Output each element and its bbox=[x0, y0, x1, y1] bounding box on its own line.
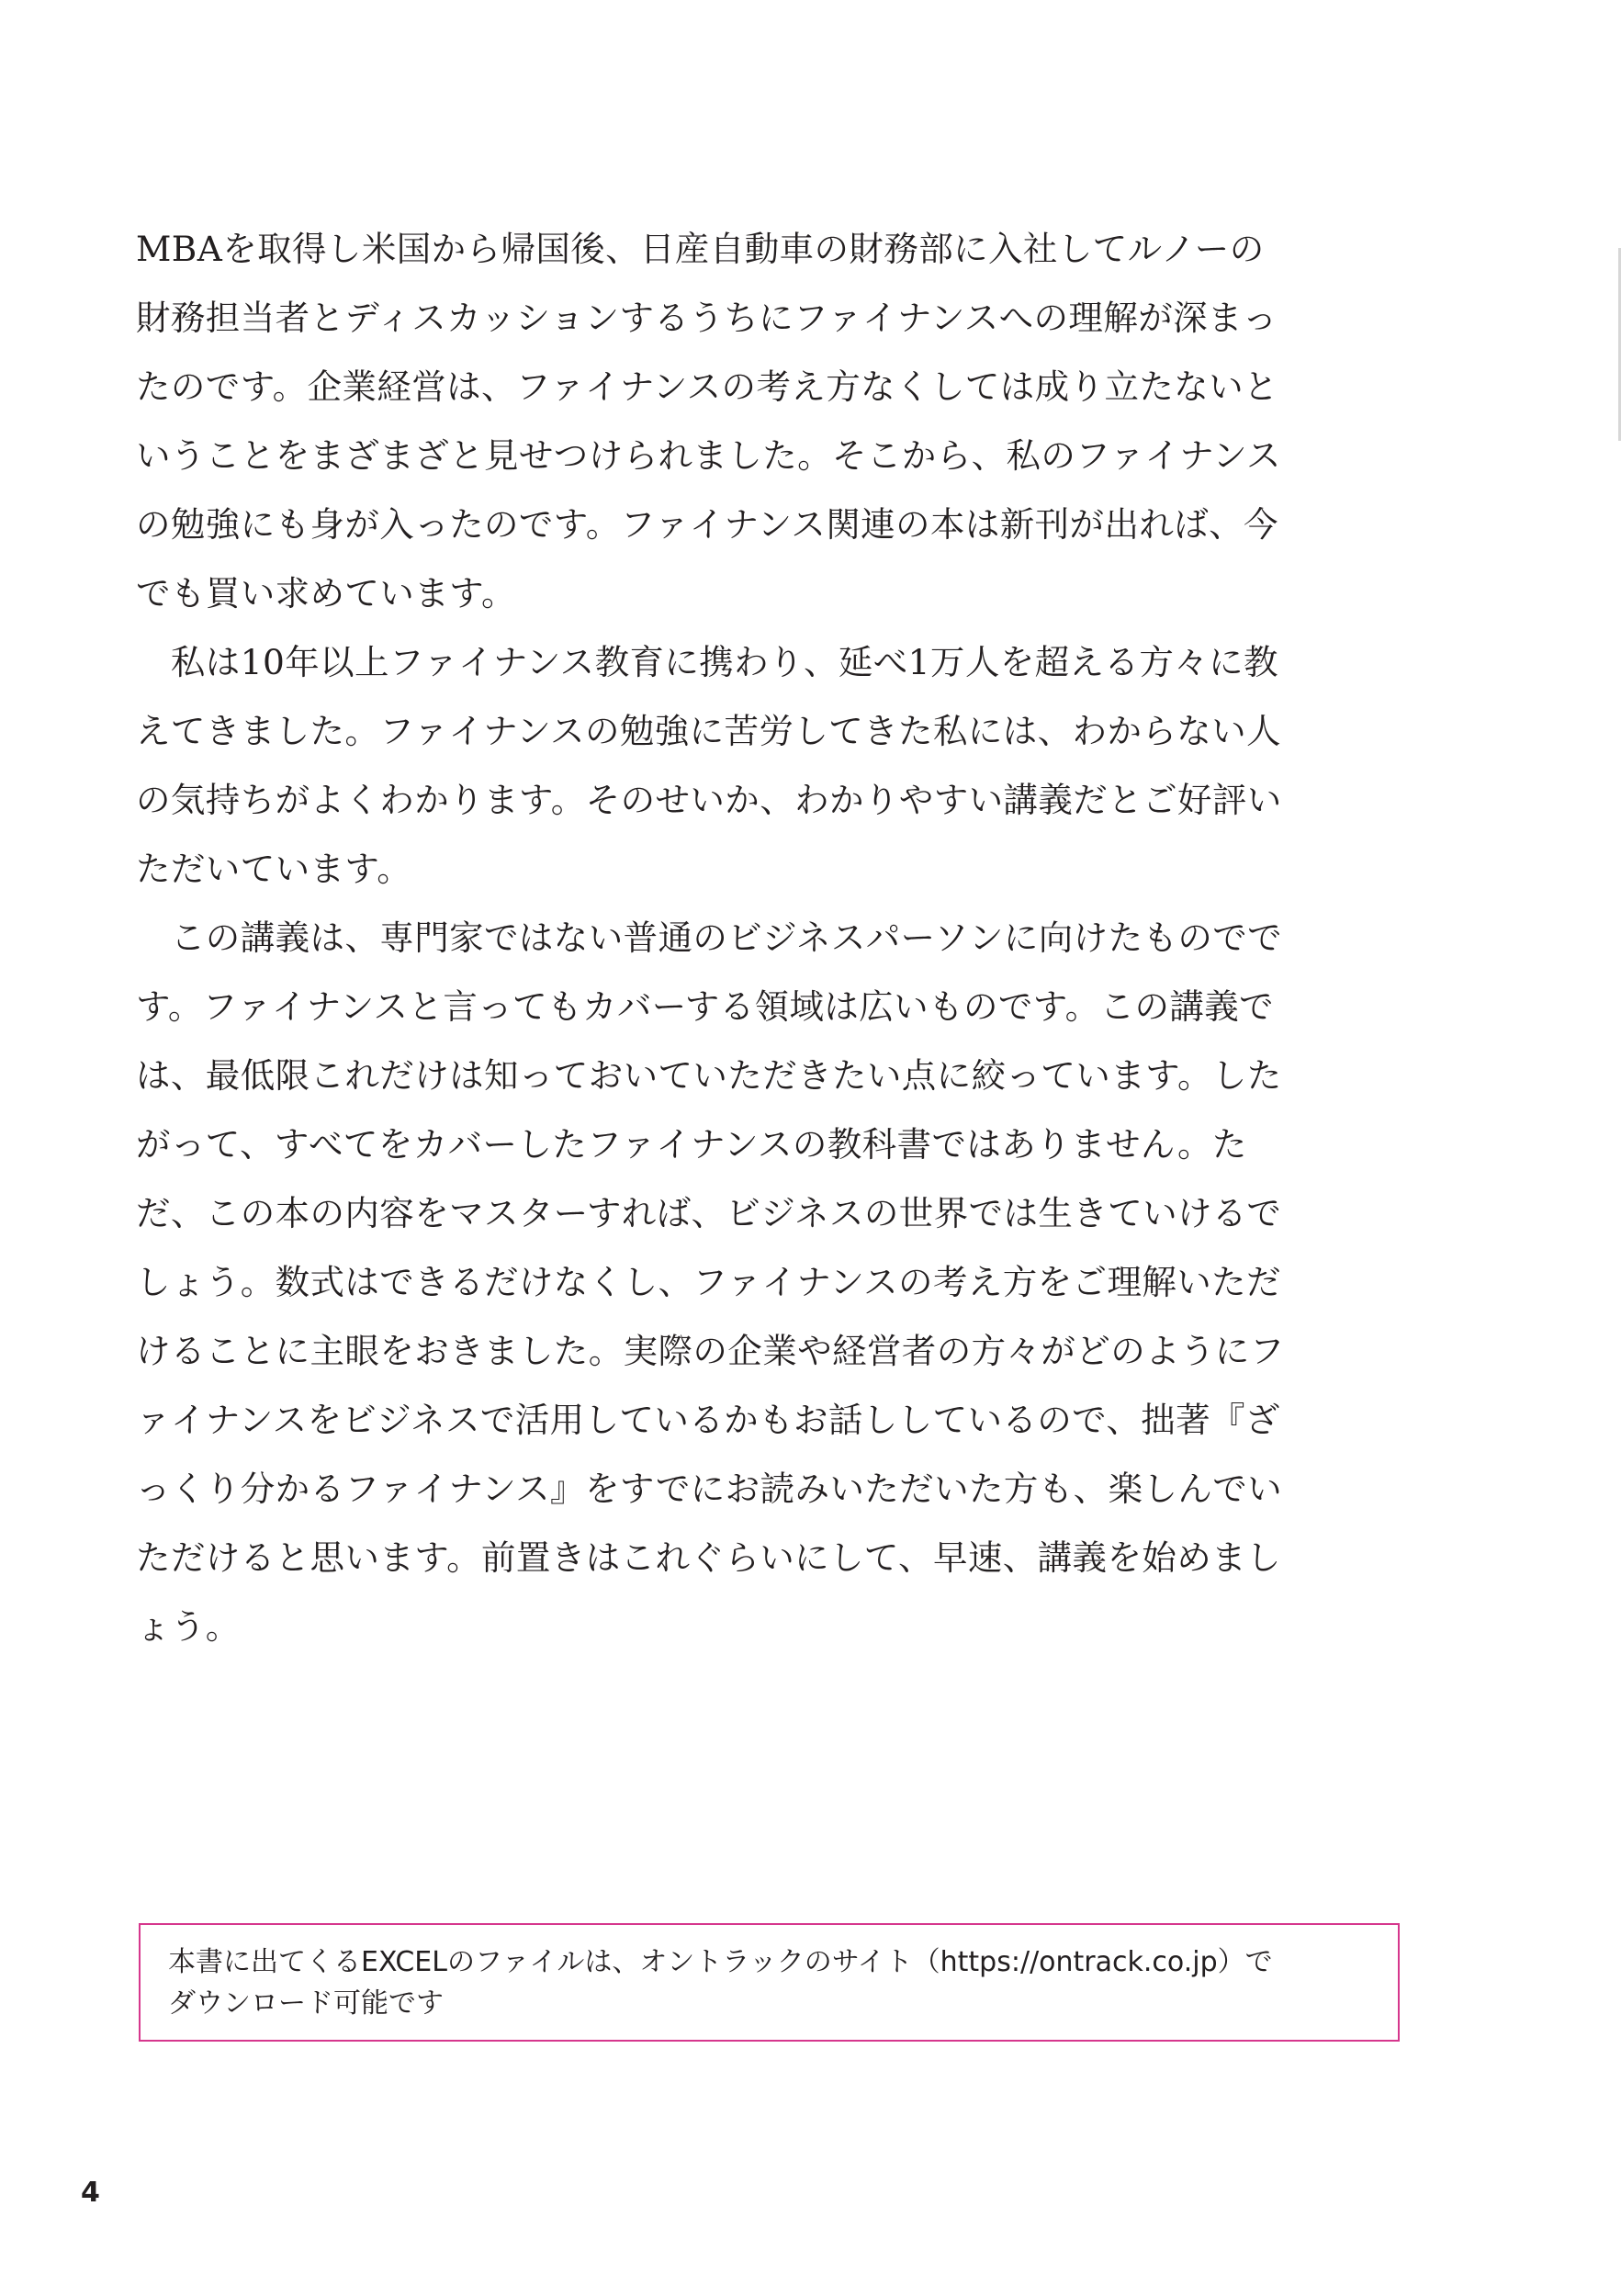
body-line: 私は10年以上ファイナンス教育に携わり、延べ1万人を超える方々に教 bbox=[136, 642, 1278, 682]
body-line: この講義は、専門家ではない普通のビジネスパーソンに向けたものでで bbox=[136, 917, 1283, 958]
body-line: の勉強にも身が入ったのです。ファイナンス関連の本は新刊が出れば、今 bbox=[136, 504, 1278, 545]
body-line: がって、すべてをカバーしたファイナンスの教科書ではありません。た bbox=[136, 1124, 1247, 1165]
body-line: ただいています。 bbox=[136, 849, 412, 889]
page-number: 4 bbox=[81, 2177, 100, 2209]
body-text bbox=[136, 215, 1403, 1661]
body-line: いうことをまざまざと見せつけられました。そこから、私のファイナンス bbox=[136, 435, 1281, 476]
body-line: は、最低限これだけは知っておいていただきたい点に絞っています。した bbox=[136, 1055, 1282, 1096]
download-notice-line-2: ダウンロード可能です bbox=[168, 1987, 444, 2020]
body-line: でも買い求めています。 bbox=[136, 573, 516, 613]
body-line: たのです。企業経営は、ファイナンスの考え方なくしては成り立たないと bbox=[136, 366, 1278, 407]
body-line: の気持ちがよくわかります。そのせいか、わかりやすい講義だとご好評い bbox=[136, 780, 1282, 820]
body-line: だ、この本の内容をマスターすれば、ビジネスの世界では生きていけるで bbox=[136, 1193, 1282, 1233]
body-line: す。ファイナンスと言ってもカバーする領域は広いものです。この講義で bbox=[136, 986, 1275, 1027]
download-notice-box bbox=[139, 1923, 1400, 2042]
body-line: ただけると思います。前置きはこれぐらいにして、早速、講義を始めまし bbox=[136, 1537, 1281, 1578]
body-line: ょう。 bbox=[136, 1606, 241, 1647]
body-line: えてきました。ファイナンスの勉強に苦労してきた私には、わからない人 bbox=[136, 711, 1281, 751]
body-line: ァイナンスをビジネスで活用しているかもお話ししているので、拙著『ざ bbox=[136, 1400, 1280, 1440]
body-line: けることに主眼をおきました。実際の企業や経営者の方々がどのようにフ bbox=[136, 1331, 1285, 1371]
body-line: 財務担当者とディスカッションするうちにファイナンスへの理解が深まっ bbox=[136, 298, 1278, 338]
body-line: MBAを取得し米国から帰国後、日産自動車の財務部に入社してルノーの bbox=[136, 229, 1265, 269]
body-line: っくり分かるファイナンス』をすでにお読みいただいた方も、楽しんでい bbox=[136, 1469, 1283, 1509]
download-notice-line-1: 本書に出てくるEXCELのファイルは、オントラックのサイト（https://ontrack.co.jp）で bbox=[168, 1946, 1273, 1978]
body-line: しょう。数式はできるだけなくし、ファイナンスの考え方をご理解いただ bbox=[136, 1262, 1281, 1302]
